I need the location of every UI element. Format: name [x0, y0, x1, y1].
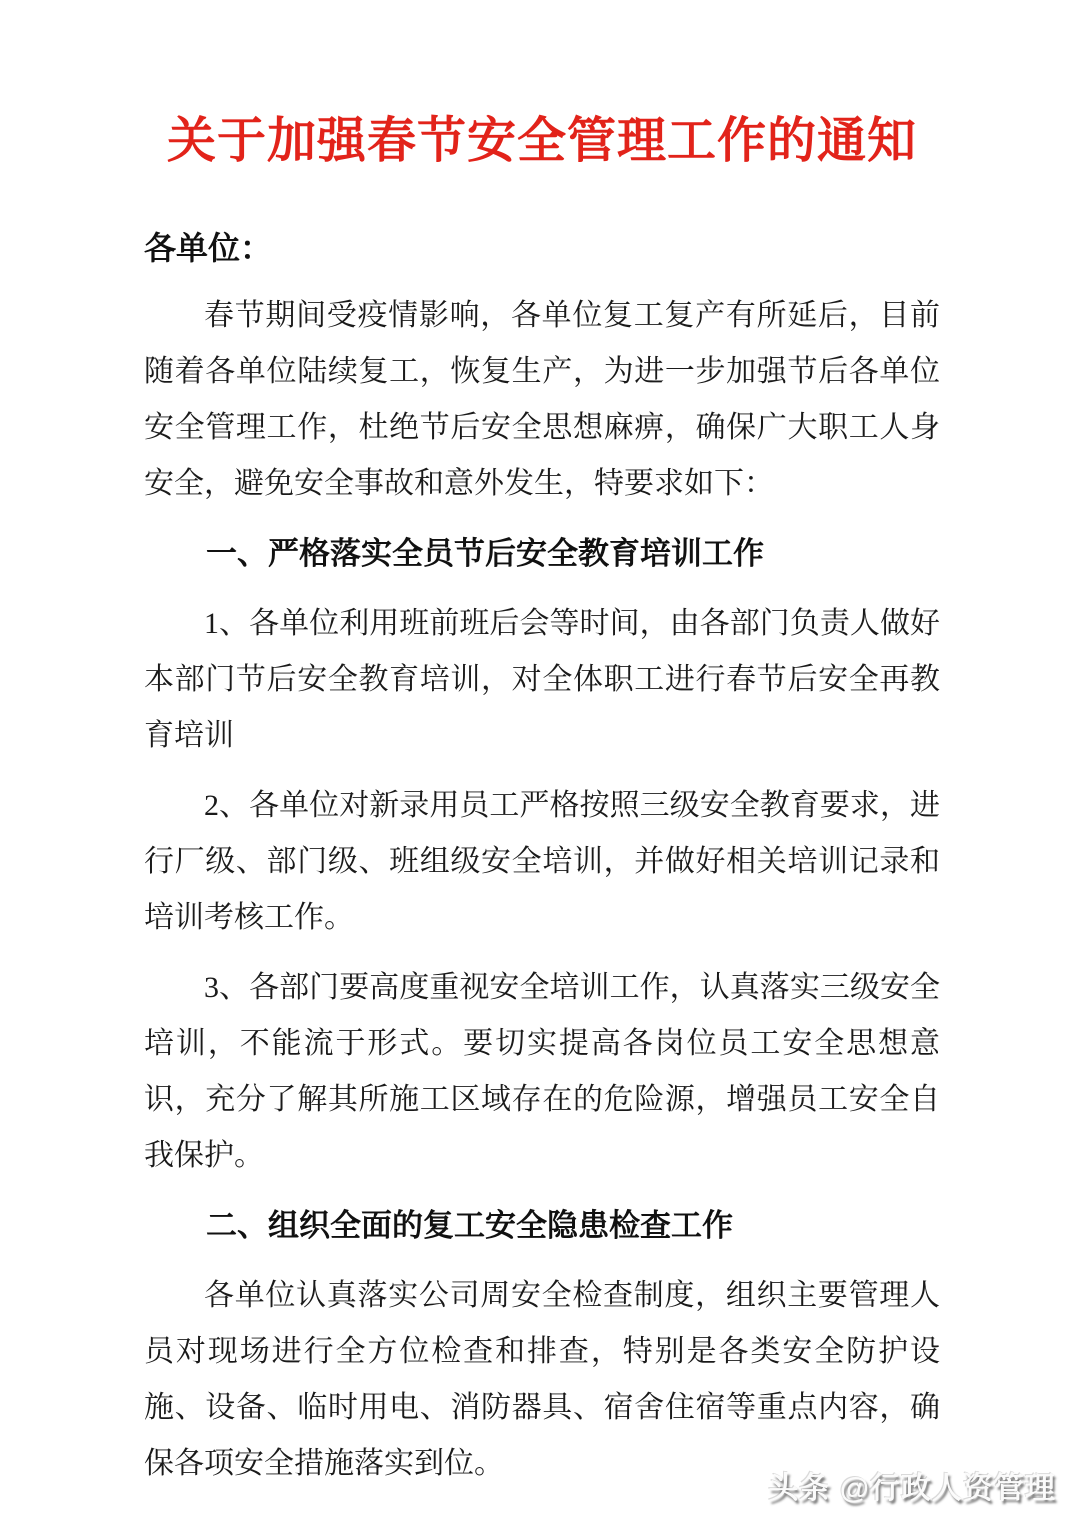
notice-title: 关于加强春节安全管理工作的通知 [166, 114, 917, 168]
section-1-heading: 一、严格落实全员节后安全教育培训工作 [206, 536, 764, 571]
section-2-paragraph: 各单位认真落实公司周安全检查制度，组织主要管理人员对现场进行全方位检查和排查，特别是各类安全防护设施、设备、临时用电、消防器具、宿舍住宿等重点内容，确保各项安全措施落实到位。 [144, 1279, 940, 1480]
intro-paragraph: 春节期间受疫情影响，各单位复工复产有所延后，目前随着各单位陆续复工，恢复生产，为进一步加强节后各单位安全管理工作，杜绝节后安全思想麻痹，确保广大职工人身安全，避免安全事故和意外发生，特要求如下： [144, 299, 940, 500]
section-1-item-1: 1、各单位利用班前班后会等时间，由各部门负责人做好本部门节后安全教育培训，对全体职工进行春节后安全再教育培训 [144, 607, 940, 752]
toutiao-watermark: 头条 @行政人资管理 [768, 1472, 1056, 1505]
section-1-item-3: 3、各部门要高度重视安全培训工作，认真落实三级安全培训，不能流于形式。要切实提高各岗位员工安全思想意识，充分了解其所施工区域存在的危险源，增强员工安全自我保护。 [144, 971, 940, 1172]
section-2-heading: 二、组织全面的复工安全隐患检查工作 [206, 1208, 733, 1243]
section-1-item-2: 2、各单位对新录用员工严格按照三级安全教育要求，进行厂级、部门级、班组级安全培训，并做好相关培训记录和培训考核工作。 [144, 789, 940, 934]
salutation-line: 各单位： [144, 230, 273, 266]
